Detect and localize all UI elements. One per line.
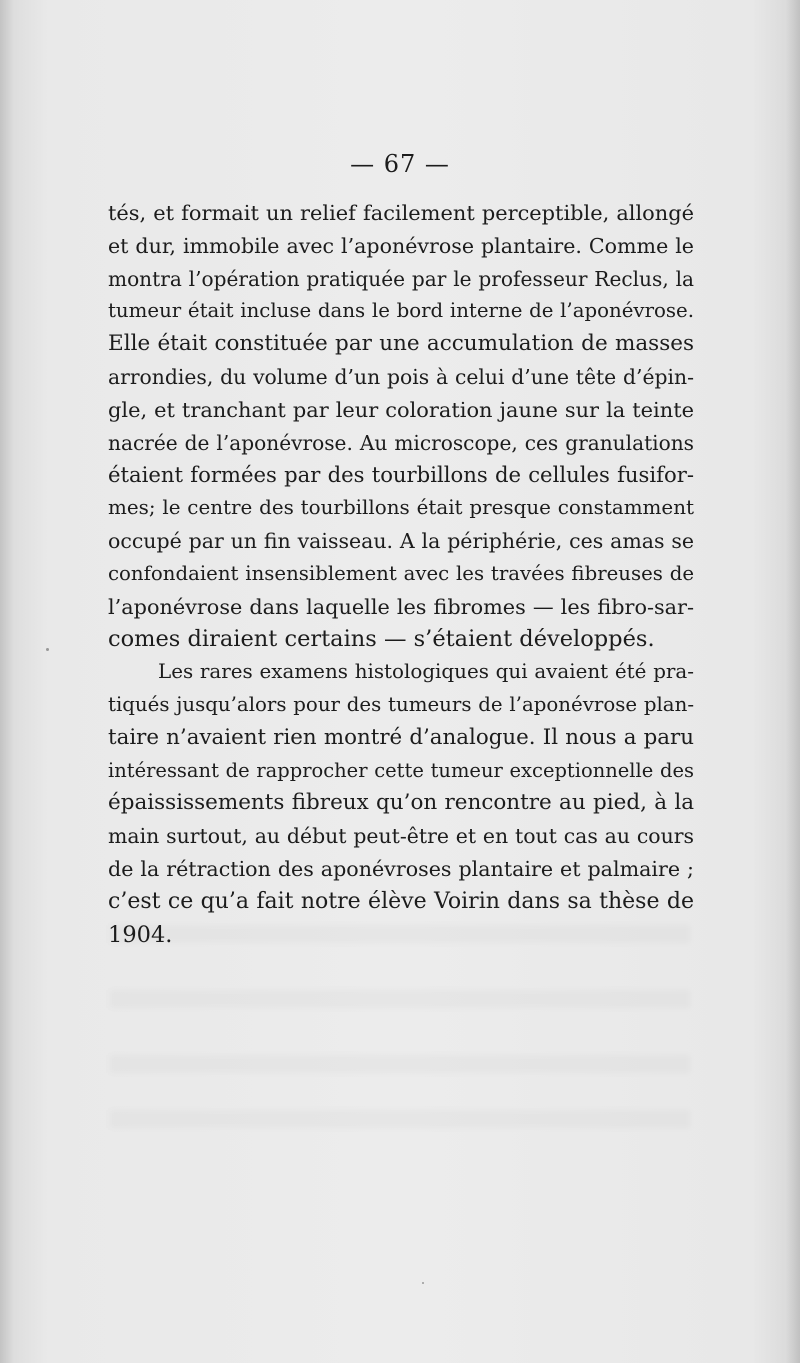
paper-speck xyxy=(422,1282,424,1284)
text-line: épaississements fibreux qu’on rencontre au pied, à la xyxy=(108,790,694,816)
text-line: montra l’opération pratiquée par le professeur Reclus, la xyxy=(108,266,694,291)
text-line: confondaient insensiblement avec les travées fibreuses de xyxy=(108,561,694,585)
body-text xyxy=(108,197,694,951)
text-line: tés, et formait un relief facilement perceptible, allongé xyxy=(108,201,694,225)
text-line: 1904. xyxy=(108,921,173,948)
page-number: — 67 — xyxy=(350,150,450,178)
page-edge-shadow-right xyxy=(786,0,800,1363)
text-line: comes diraient certains — s’étaient développés. xyxy=(108,626,655,653)
text-line: et dur, immobile avec l’aponévrose plantaire. Comme le xyxy=(108,233,694,258)
show-through-texture xyxy=(110,1055,690,1073)
text-line: l’aponévrose dans laquelle les fibromes — les fibro-sar- xyxy=(108,594,694,619)
text-line: gle, et tranchant par leur coloration jaune sur la teinte xyxy=(108,397,694,422)
text-line: intéressant de rapprocher cette tumeur exceptionnelle des xyxy=(108,758,694,782)
paper-speck xyxy=(46,648,49,651)
text-line: main surtout, au début peut-être et en tout cas au cours xyxy=(108,824,694,849)
show-through-texture xyxy=(110,1110,690,1128)
text-line: c’est ce qu’a fait notre élève Voirin dans sa thèse de xyxy=(108,888,694,914)
text-line: nacrée de l’aponévrose. Au microscope, ces granulations xyxy=(108,430,694,455)
show-through-texture xyxy=(110,990,690,1008)
text-line: tiqués jusqu’alors pour des tumeurs de l’aponévrose plan- xyxy=(108,692,694,716)
text-line: étaient formées par des tourbillons de cellules fusifor- xyxy=(108,462,694,488)
text-line: taire n’avaient rien montré d’analogue. Il nous a paru xyxy=(108,724,694,750)
page-edge-shadow-left xyxy=(0,0,14,1363)
text-line: tumeur était incluse dans le bord interne de l’aponévrose. xyxy=(108,299,694,323)
text-line: mes; le centre des tourbillons était presque constamment xyxy=(108,496,694,520)
text-line: Les rares examens histologiques qui avaient été pra- xyxy=(158,660,694,684)
text-line: Elle était constituée par une accumulation de masses xyxy=(108,331,694,357)
text-line: arrondies, du volume d’un pois à celui d’une tête d’épin- xyxy=(108,364,694,389)
text-line: de la rétraction des aponévroses plantaire et palmaire ; xyxy=(108,856,694,881)
text-line: occupé par un fin vaisseau. A la périphérie, ces amas se xyxy=(108,528,694,553)
